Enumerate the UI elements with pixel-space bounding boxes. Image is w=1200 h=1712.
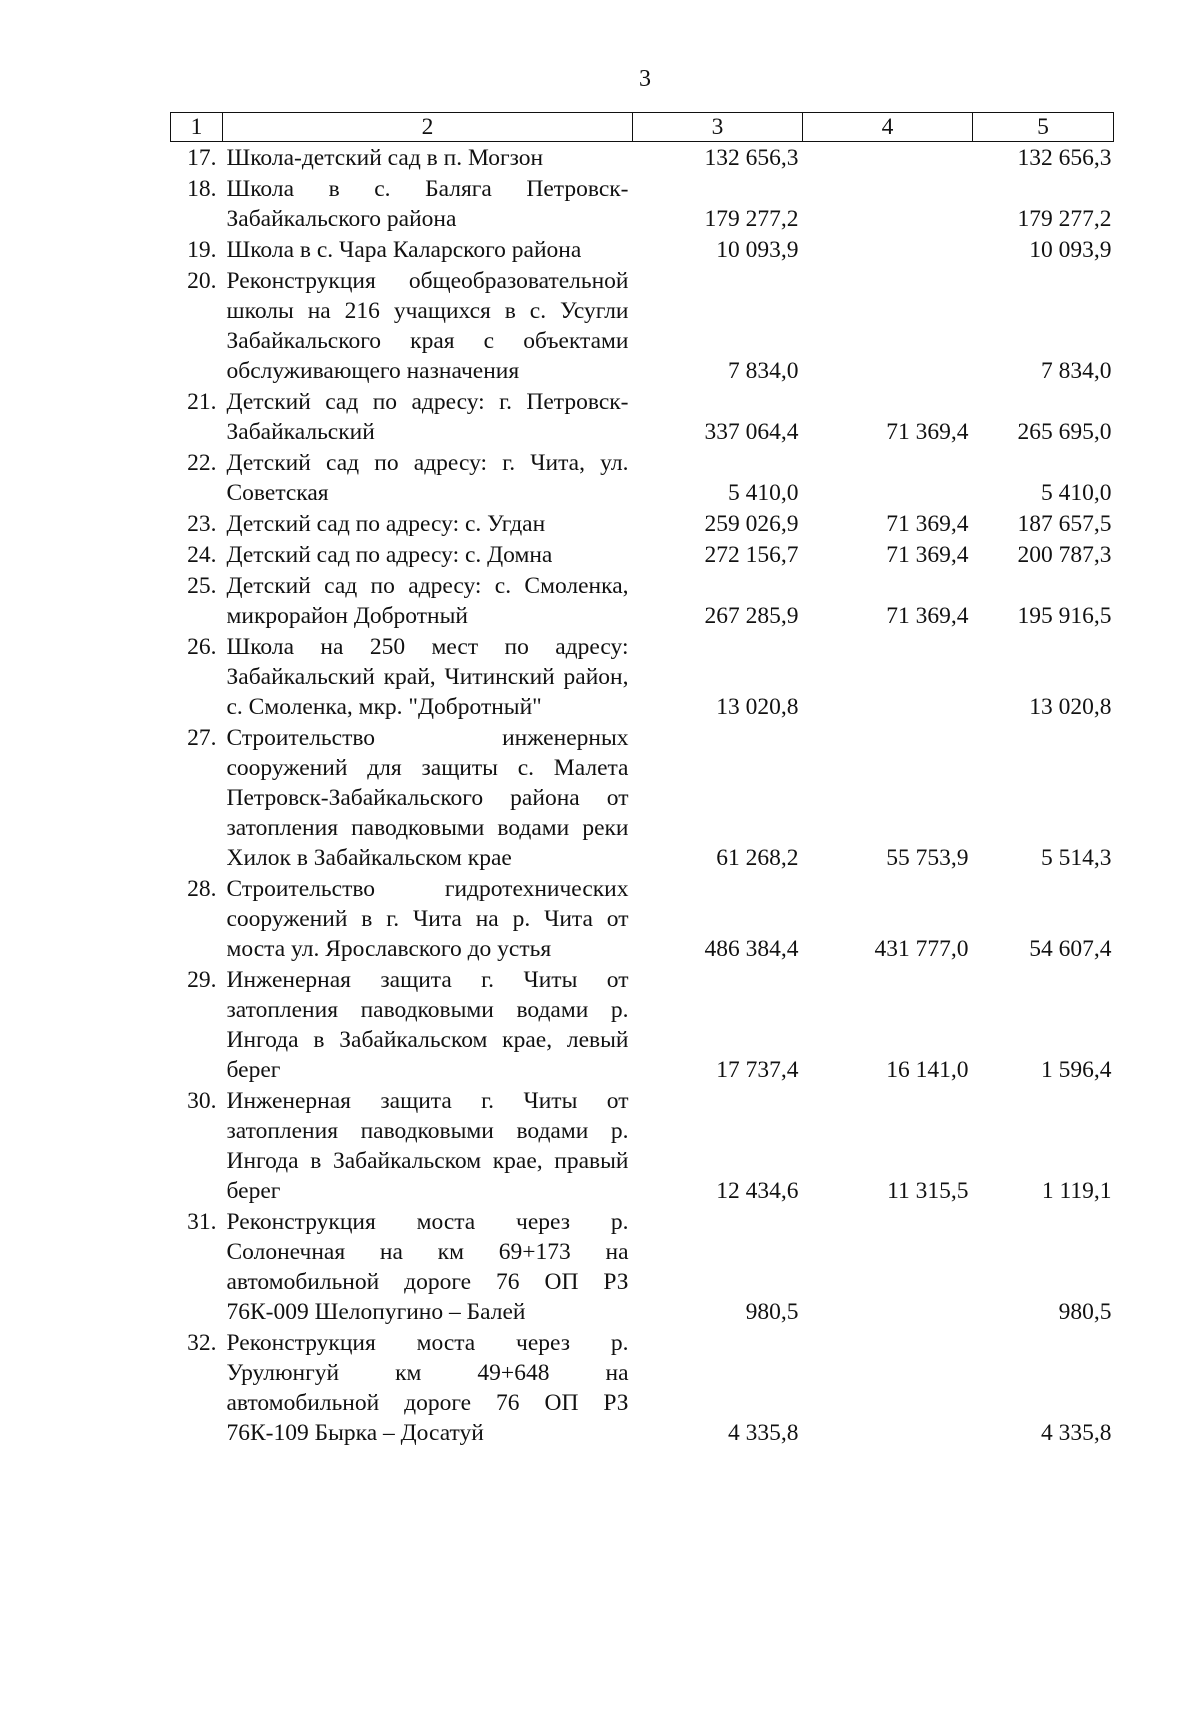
value-col-5: 54 607,4 [1029,936,1112,962]
value-col-3: 5 410,0 [728,480,799,506]
value-col-5: 5 514,3 [1041,845,1112,871]
object-name: Инженерная защита г. Читы от затопления паводковыми водами р. Ингода в Забайкальском крае, левый берег [226,967,629,1083]
row-number: 27. [187,725,217,751]
value-col-3: 132 656,3 [704,145,799,171]
object-name: Детский сад по адресу: с. Смоленка, микрорайон Добротный [226,573,629,629]
value-col-5: 13 020,8 [1029,694,1112,720]
value-col-3: 259 026,9 [704,511,799,537]
table-row [171,1085,1114,1206]
value-col-4: 71 369,4 [886,603,969,629]
value-col-4 [803,1327,973,1448]
row-number: 32. [187,1330,217,1356]
value-col-4: 11 315,5 [887,1178,969,1204]
row-number: 30. [187,1088,217,1114]
value-col-5: 187 657,5 [1017,511,1112,537]
table-row [171,1206,1114,1327]
row-number: 19. [187,237,217,263]
value-col-3: 4 335,8 [728,1420,799,1446]
value-col-4: 431 777,0 [874,936,969,962]
value-col-3: 980,5 [745,1299,799,1325]
table-row [171,873,1114,964]
value-col-5: 980,5 [1058,1299,1112,1325]
data-table [170,112,1114,1448]
value-col-3: 267 285,9 [704,603,799,629]
table-row [171,1327,1114,1448]
value-col-4 [803,142,973,174]
table-row [171,173,1114,234]
value-col-4 [803,631,973,722]
object-name: Реконструкция общеобразовательной школы на 216 учащихся в с. Усугли Забайкальского края с объектами обслуживающего назначения [226,268,629,384]
value-col-3: 7 834,0 [728,358,799,384]
object-name: Реконструкция моста через р. Урулюнгуй км 49+648 на автомобильной дороге 76 ОП РЗ 76К-109 Бырка – Досатуй [226,1330,629,1446]
value-col-4 [803,447,973,508]
object-name: Строительство гидротехнических сооружений в г. Чита на р. Чита от моста ул. Ярославского до устья [226,876,629,962]
value-col-5: 4 335,8 [1041,1420,1112,1446]
table-row [171,964,1114,1085]
row-number: 21. [187,389,217,415]
page-number: 3 [639,66,651,92]
row-number: 22. [187,450,217,476]
value-col-5: 1 119,1 [1041,1178,1112,1204]
value-col-5: 200 787,3 [1017,542,1112,568]
row-number: 20. [187,268,217,294]
value-col-3: 10 093,9 [716,237,799,263]
row-number: 31. [187,1209,217,1235]
object-name: Инженерная защита г. Читы от затопления паводковыми водами р. Ингода в Забайкальском крае, правый берег [226,1088,629,1204]
value-col-3: 337 064,4 [704,419,799,445]
object-name: Школа в с. Баляга Петровск-Забайкальского района [226,176,629,232]
value-col-5: 195 916,5 [1017,603,1112,629]
object-name: Детский сад по адресу: с. Угдан [226,511,546,537]
value-col-4: 71 369,4 [886,542,969,568]
value-col-5: 132 656,3 [1017,145,1112,171]
value-col-4: 16 141,0 [886,1057,969,1083]
object-name: Школа в с. Чара Каларского района [226,237,582,263]
value-col-5: 1 596,4 [1041,1057,1112,1083]
row-number: 17. [187,145,217,171]
value-col-3: 13 020,8 [716,694,799,720]
value-col-4 [803,173,973,234]
table-row [171,508,1114,539]
object-name: Детский сад по адресу: г. Чита, ул. Советская [226,450,629,506]
object-name: Реконструкция моста через р. Солонечная на км 69+173 на автомобильной дороге 76 ОП РЗ 76К-009 Шелопугино – Балей [226,1209,629,1325]
value-col-4 [803,1206,973,1327]
object-name: Детский сад по адресу: с. Домна [226,542,553,568]
value-col-4: 55 753,9 [886,845,969,871]
object-name: Детский сад по адресу: г. Петровск-Забайкальский [226,389,629,445]
row-number: 25. [187,573,217,599]
value-col-3: 17 737,4 [716,1057,799,1083]
row-number: 24. [187,542,217,568]
table-row [171,570,1114,631]
value-col-5: 179 277,2 [1017,206,1112,232]
column-header-5: 5 [973,113,1114,142]
row-number: 18. [187,176,217,202]
object-name: Школа на 250 мест по адресу: Забайкальский край, Читинский район, с. Смоленка, мкр. "Добротный" [226,634,629,720]
row-number: 29. [187,967,217,993]
table-header-row [171,113,1114,142]
value-col-5: 7 834,0 [1041,358,1112,384]
value-col-3: 272 156,7 [704,542,799,568]
value-col-3: 179 277,2 [704,206,799,232]
value-col-4 [803,234,973,265]
row-number: 26. [187,634,217,660]
table-row [171,539,1114,570]
value-col-3: 61 268,2 [716,845,799,871]
column-header-1: 1 [171,113,223,142]
table-row [171,631,1114,722]
value-col-5: 265 695,0 [1017,419,1112,445]
value-col-5: 5 410,0 [1041,480,1112,506]
table-row [171,386,1114,447]
value-col-3: 486 384,4 [704,936,799,962]
value-col-3: 12 434,6 [716,1178,799,1204]
value-col-4 [803,265,973,386]
table-body [171,142,1114,1449]
table-row [171,722,1114,873]
column-header-4: 4 [803,113,973,142]
row-number: 23. [187,511,217,537]
table-row [171,447,1114,508]
value-col-4: 71 369,4 [886,511,969,537]
object-name: Школа-детский сад в п. Могзон [226,145,544,171]
column-header-2: 2 [223,113,633,142]
table-row [171,142,1114,174]
column-header-3: 3 [633,113,803,142]
value-col-4: 71 369,4 [886,419,969,445]
table-row [171,265,1114,386]
table-row [171,234,1114,265]
row-number: 28. [187,876,217,902]
value-col-5: 10 093,9 [1029,237,1112,263]
object-name: Строительство инженерных сооружений для защиты с. Малета Петровск-Забайкальского района от затопления паводковыми водами реки Хилок в Забайкальском крае [226,725,629,871]
